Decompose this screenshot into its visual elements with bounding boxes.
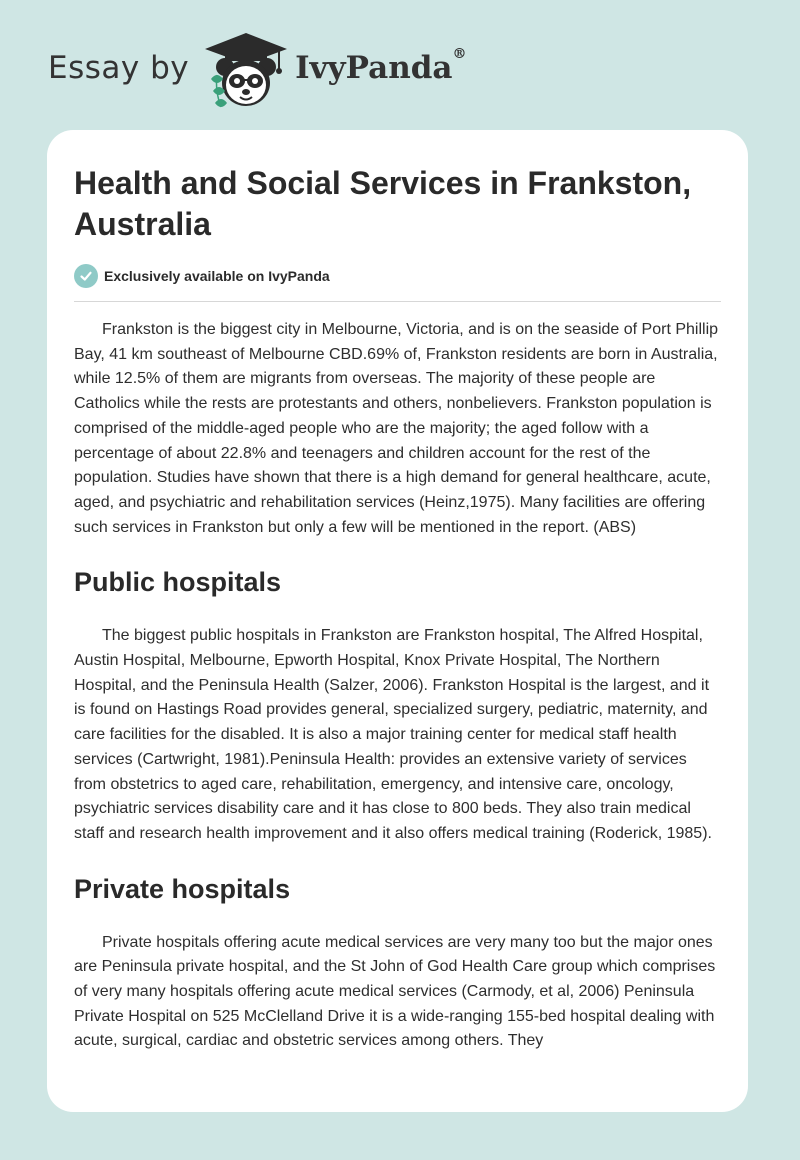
site-header [48, 28, 467, 118]
registered-mark: ® [452, 46, 467, 62]
essay-title: Health and Social Services in Frankston, Australia [74, 165, 692, 242]
essay-by-label: Essay by [48, 50, 190, 86]
exclusive-text: Exclusively available on IvyPanda [104, 268, 330, 284]
section-heading-private-hospitals: Private hospitals [74, 873, 291, 904]
section-heading-public-hospitals: Public hospitals [74, 567, 282, 598]
section-body-private-hospitals: Private hospitals offering acute medical services are very many too but the major ones are Peninsula private hospital, and the St John of God Health Care group which comprises of very many hospitals offering acute medical services (Carmody, et al, 2006) Peninsula Private Hospital on 525 McClelland Drive it is a wide-ranging 155-bed hospital dealing with acute, surgical, cardiac and obstetric services among others. They [74, 933, 716, 1050]
panda-graduate-icon [203, 31, 289, 116]
check-icon [74, 264, 98, 288]
essay-card [47, 130, 748, 1112]
brand-name: IvyPanda® [295, 46, 467, 86]
intro-paragraph: Frankston is the biggest city in Melbourne, Victoria, and is on the seaside of Port Phillip Bay, 41 km southeast of Melbourne CBD.69% of, Frankston residents are born in Australia, while 12.5% of them are migrants from overseas. The majority of these people are Catholics while the rests are protestants and others, nonbelievers. Frankston population is comprised of the middle-aged people who are the majority; the aged follow with a percentage of about 22.8% and teenagers and children account for the rest of the population. Studies have shown that there is a high demand for general healthcare, acute, aged, and psychiatric and rehabilitation services (Heinz,1975). Many facilities are offering such services in Frankston but only a few will be mentioned in the report. (ABS) [74, 321, 719, 536]
section-body-public-hospitals: The biggest public hospitals in Frankston are Frankston hospital, The Alfred Hospital, Austin Hospital, Melbourne, Epworth Hospital, Knox Private Hospital, The Northern Hospital, and the Peninsula Health (Salzer, 2006). Frankston Hospital is the largest, and it is found on Hastings Road provides general, specialized surgery, pediatric, maternity, and care facilities for the disabled. It is also a major training center for medical staff health services (Cartwright, 1981).Peninsula Health: provides an extensive variety of services from obstetrics to aged care, rehabilitation, emergency, and intensive care, oncology, psychiatric services disability care and it has close to 800 beds. They also train medical staff and research health improvement and it also offers medical training (Roderick, 1985). [74, 627, 712, 842]
ivypanda-logo[interactable] [203, 31, 466, 116]
exclusive-badge [74, 264, 721, 302]
